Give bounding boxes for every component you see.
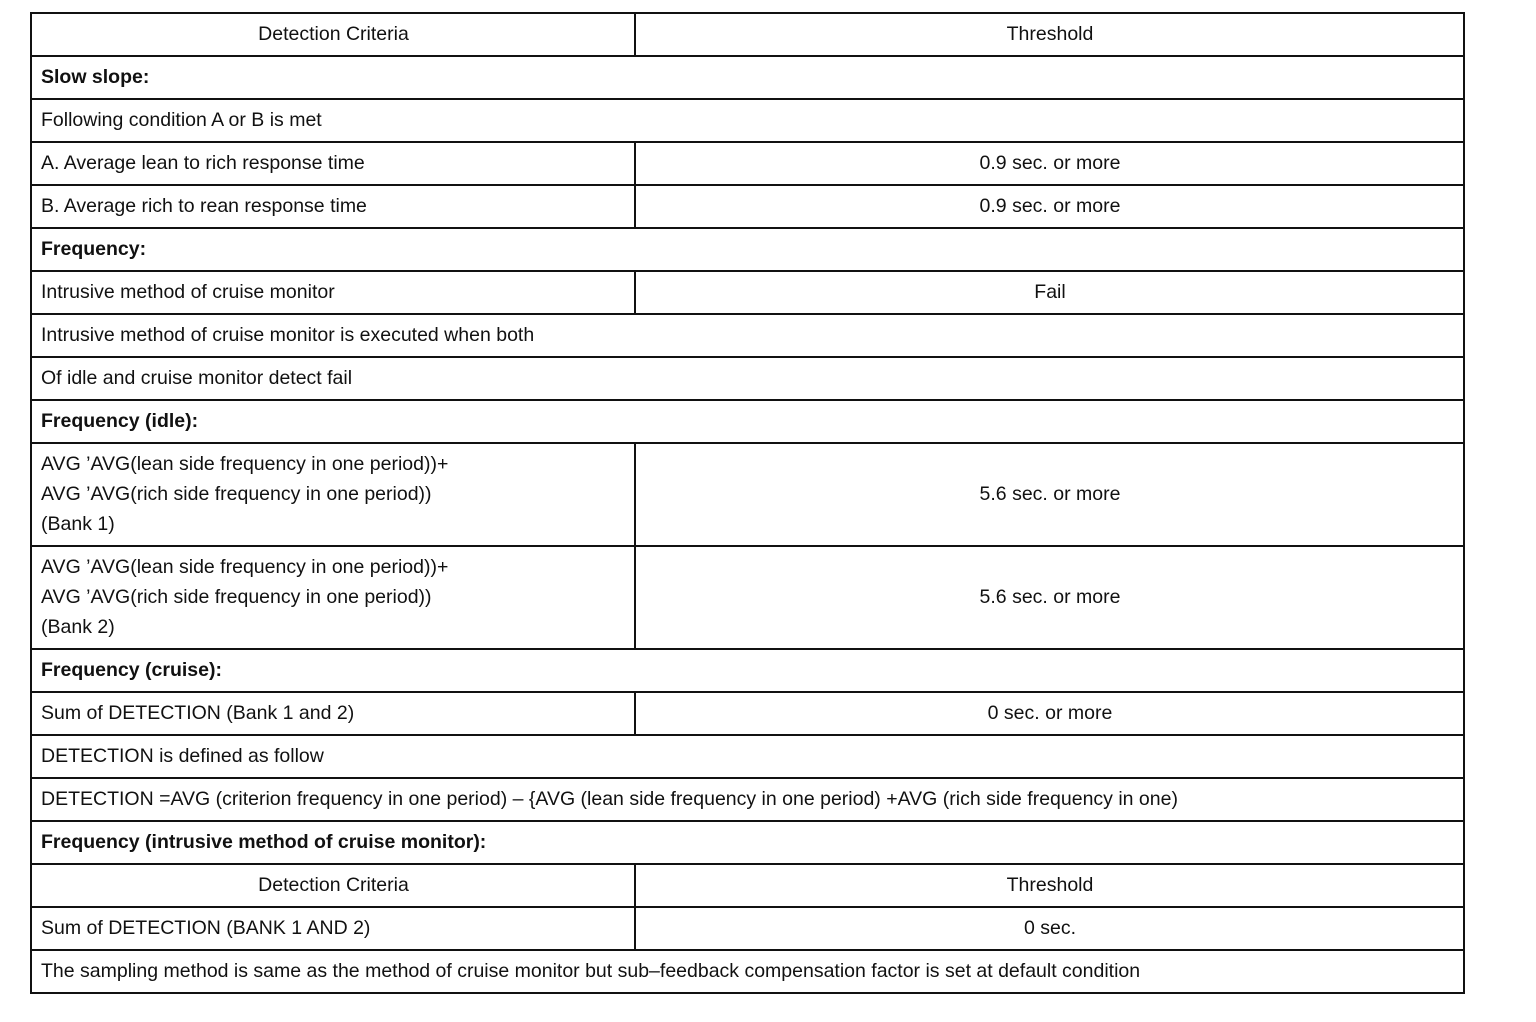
intrusive-note: The sampling method is same as the method of cruise monitor but sub–feedback compensation factor is set at default condition [31, 950, 1464, 993]
section-heading-frequency-cruise: Frequency (cruise): [31, 649, 1464, 692]
table-header-row [31, 864, 1464, 907]
section-heading-frequency-intrusive: Frequency (intrusive method of cruise monitor): [31, 821, 1464, 864]
row-a-threshold: 0.9 sec. or more [635, 142, 1464, 185]
note-row [31, 314, 1464, 357]
idle-bank1-criteria [31, 443, 635, 546]
idle-bank2-line-3: (Bank 2) [41, 616, 115, 638]
row-a-criteria: A. Average lean to rich response time [31, 142, 635, 185]
section-row [31, 400, 1464, 443]
intrusive-header-threshold: Threshold [635, 864, 1464, 907]
note-row [31, 99, 1464, 142]
note-row [31, 735, 1464, 778]
slow-slope-note: Following condition A or B is met [31, 99, 1464, 142]
idle-bank1-line-1: AVG ’AVG(lean side frequency in one period))+ [41, 453, 449, 475]
idle-bank2-line-1: AVG ’AVG(lean side frequency in one period))+ [41, 556, 449, 578]
frequency-threshold: Fail [635, 271, 1464, 314]
table-row [31, 443, 1464, 546]
section-row [31, 649, 1464, 692]
frequency-note-1: Intrusive method of cruise monitor is executed when both [31, 314, 1464, 357]
section-row [31, 56, 1464, 99]
intrusive-criteria: Sum of DETECTION (BANK 1 AND 2) [31, 907, 635, 950]
idle-bank1-threshold: 5.6 sec. or more [635, 443, 1464, 546]
idle-bank2-line-2: AVG ’AVG(rich side frequency in one period)) [41, 586, 432, 608]
note-row [31, 357, 1464, 400]
table-row [31, 142, 1464, 185]
intrusive-header-criteria: Detection Criteria [31, 864, 635, 907]
section-row [31, 228, 1464, 271]
table-row [31, 271, 1464, 314]
frequency-note-2: Of idle and cruise monitor detect fail [31, 357, 1464, 400]
idle-bank1-line-3: (Bank 1) [41, 513, 115, 535]
cruise-note-1: DETECTION is defined as follow [31, 735, 1464, 778]
idle-bank2-criteria [31, 546, 635, 649]
idle-bank2-threshold: 5.6 sec. or more [635, 546, 1464, 649]
idle-bank1-line-2: AVG ’AVG(rich side frequency in one period)) [41, 483, 432, 505]
cruise-note-2: DETECTION =AVG (criterion frequency in one period) – {AVG (lean side frequency in one period) +AVG (rich side frequency in one) [31, 778, 1464, 821]
frequency-criteria: Intrusive method of cruise monitor [31, 271, 635, 314]
table-header-row [31, 13, 1464, 56]
section-heading-frequency-idle: Frequency (idle): [31, 400, 1464, 443]
header-criteria: Detection Criteria [31, 13, 635, 56]
table-row [31, 185, 1464, 228]
section-heading-frequency: Frequency: [31, 228, 1464, 271]
note-row [31, 778, 1464, 821]
row-b-criteria: B. Average rich to rean response time [31, 185, 635, 228]
cruise-threshold: 0 sec. or more [635, 692, 1464, 735]
header-threshold: Threshold [635, 13, 1464, 56]
note-row [31, 950, 1464, 993]
cruise-criteria: Sum of DETECTION (Bank 1 and 2) [31, 692, 635, 735]
section-row [31, 821, 1464, 864]
intrusive-threshold: 0 sec. [635, 907, 1464, 950]
table-row [31, 692, 1464, 735]
detection-criteria-table [30, 12, 1465, 994]
table-row [31, 546, 1464, 649]
section-heading-slow-slope: Slow slope: [31, 56, 1464, 99]
table-row [31, 907, 1464, 950]
row-b-threshold: 0.9 sec. or more [635, 185, 1464, 228]
